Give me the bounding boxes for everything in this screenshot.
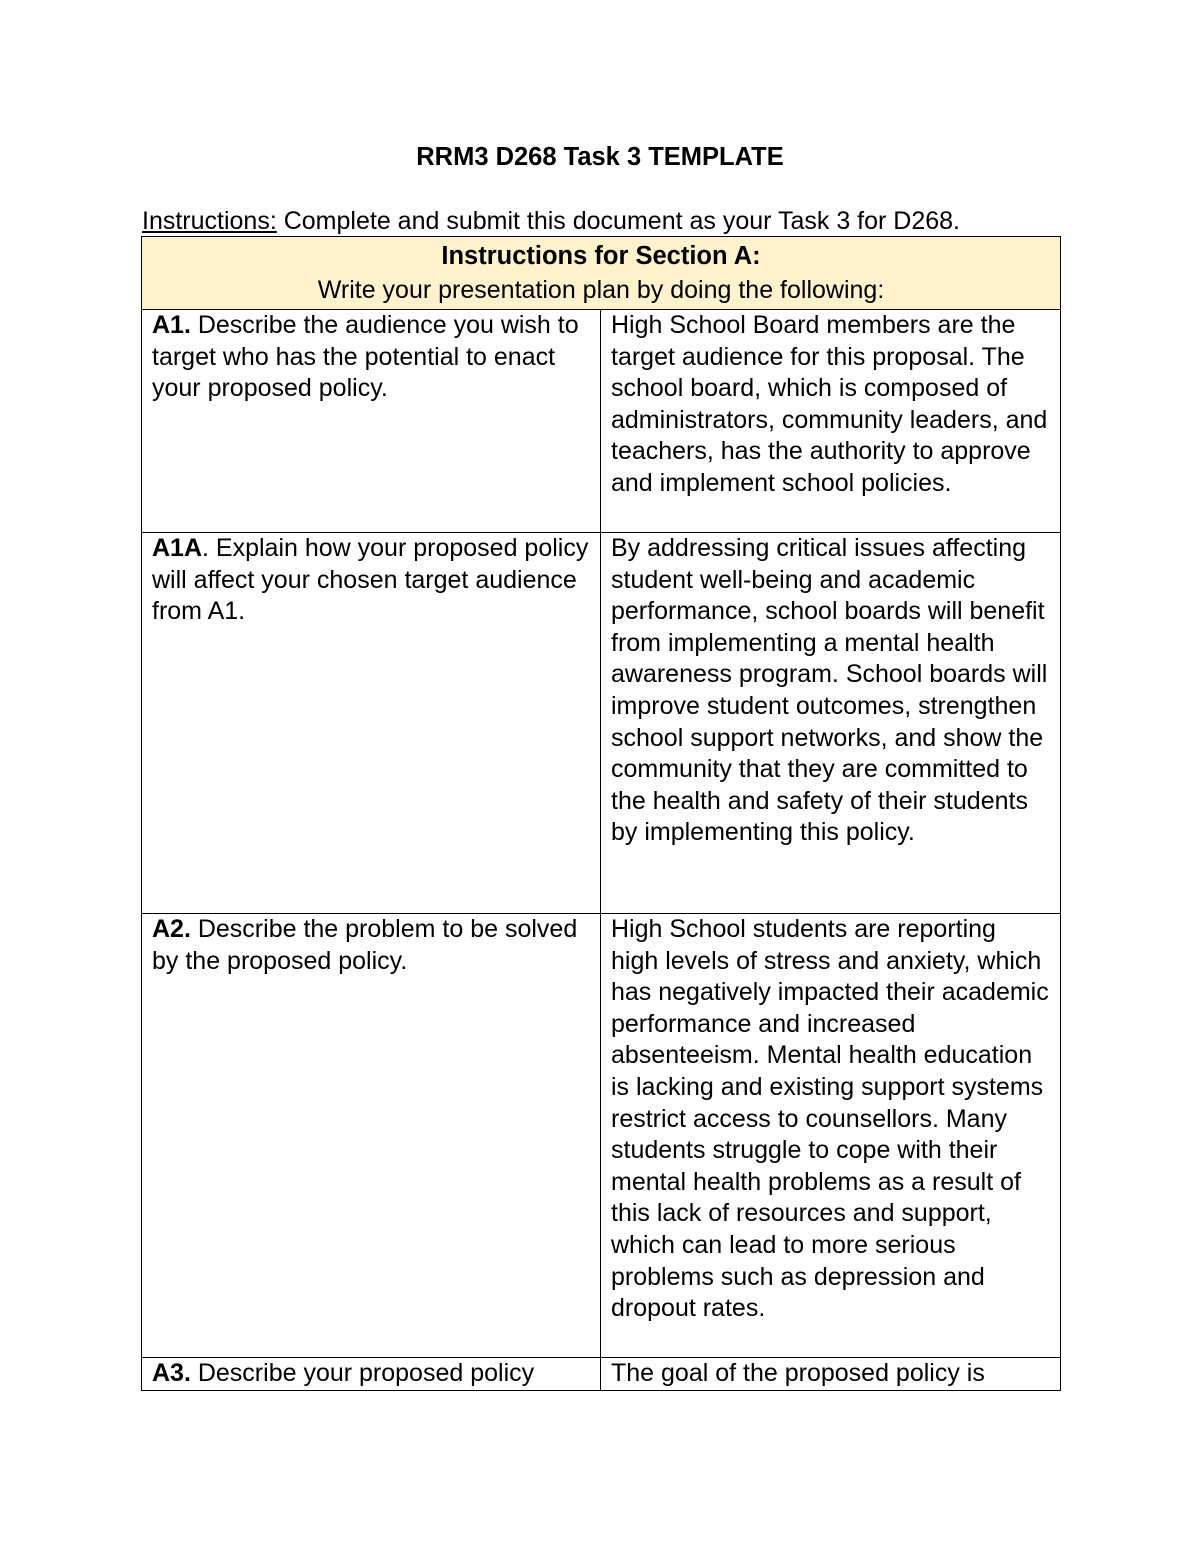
question-id-a1a: A1A <box>152 534 203 562</box>
question-id-a1: A1. <box>152 311 191 339</box>
prompt-text-a1a: . Explain how your proposed policy will affect your chosen target audience from A1. <box>152 534 589 626</box>
instructions-label: Instructions: <box>142 207 277 235</box>
section-a-header-cell <box>142 237 1061 310</box>
table-row-a2 <box>142 914 1061 1358</box>
prompt-text-a2: Describe the problem to be solved by the proposed policy. <box>152 915 578 975</box>
prompt-text-a3: Describe your proposed policy <box>190 1359 535 1387</box>
section-a-table <box>141 236 1061 1391</box>
question-id-a2: A2. <box>152 915 191 943</box>
response-cell-a1a[interactable] <box>601 533 1061 914</box>
prompt-cell-a1a <box>142 533 601 914</box>
section-a-header-subtitle: Write your presentation plan by doing the following: <box>317 276 885 304</box>
response-cell-a1[interactable] <box>601 310 1061 533</box>
instructions-text: Complete and submit this document as your Task 3 for D268. <box>276 207 960 235</box>
prompt-cell-a3 <box>142 1358 601 1391</box>
response-text-a2: High School students are reporting high levels of stress and anxiety, which has negatively impacted their academic performance and increased absenteeism. Mental health education is lacking and existing support systems restrict access to counsellors. Many students struggle to cope with their mental health problems as a result of this lack of resources and support, which can lead to more serious problems such as depression and dropout rates. <box>611 915 1049 1323</box>
prompt-cell-a2 <box>142 914 601 1358</box>
instructions-line <box>142 204 1072 238</box>
question-id-a3: A3. <box>152 1359 191 1387</box>
table-row-a1 <box>142 310 1061 533</box>
document-title: RRM3 D268 Task 3 TEMPLATE <box>416 143 784 171</box>
response-cell-a3[interactable] <box>601 1358 1061 1391</box>
table-row-a3 <box>142 1358 1061 1391</box>
response-text-a3: The goal of the proposed policy is <box>611 1359 985 1387</box>
prompt-text-a1: Describe the audience you wish to target who has the potential to enact your proposed policy. <box>152 311 579 403</box>
section-a-header-title: Instructions for Section A: <box>441 242 761 270</box>
table-header-row <box>142 237 1061 310</box>
response-text-a1a: By addressing critical issues affecting student well-being and academic performance, school boards will benefit from implementing a mental health awareness program. School boards will improve student outcomes, strengthen school support networks, and show the community that they are committed to the health and safety of their students by implementing this policy. <box>611 534 1048 847</box>
prompt-cell-a1 <box>142 310 601 533</box>
response-cell-a2[interactable] <box>601 914 1061 1358</box>
table-row-a1a <box>142 533 1061 914</box>
response-text-a1: High School Board members are the target audience for this proposal. The school board, which is composed of administrators, community leaders, and teachers, has the authority to approve and implement school policies. <box>611 311 1048 497</box>
